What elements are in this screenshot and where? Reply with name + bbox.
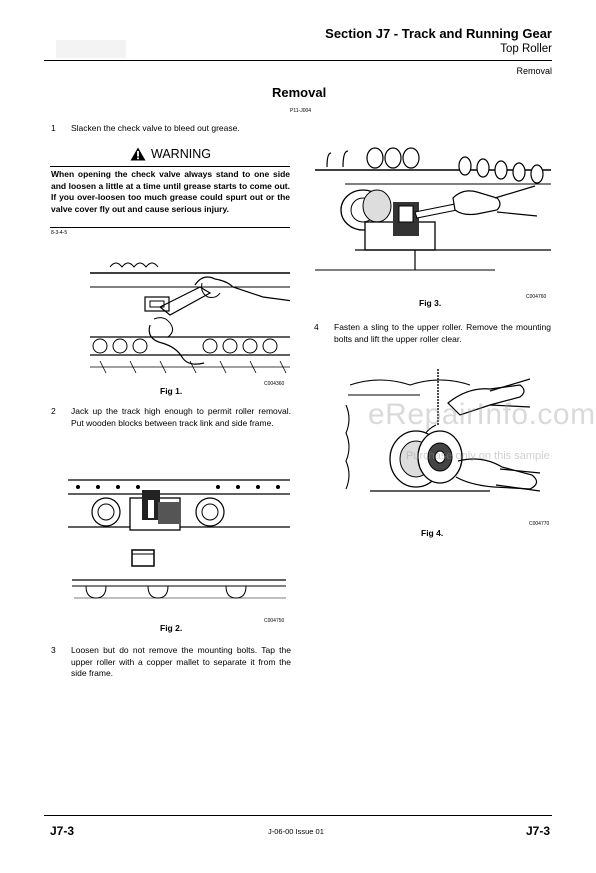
figure-1-illustration — [90, 255, 290, 380]
figure-4-illustration — [340, 365, 550, 515]
footer-page-right: J7-3 — [525, 824, 550, 838]
warning-rule-top — [50, 166, 290, 167]
section-subtitle: Top Roller — [500, 43, 552, 55]
figure-2-illustration — [68, 472, 290, 617]
header-divider — [44, 60, 552, 61]
warning-heading — [130, 147, 211, 161]
figure-2-code: C004750 — [264, 618, 285, 624]
figure-2-caption: Fig 2. — [160, 623, 183, 633]
figure-4-code: C004770 — [529, 521, 550, 527]
step-text: Slacken the check valve to bleed out grease. — [71, 123, 240, 133]
page-heading: Removal — [272, 85, 327, 100]
figure-1-caption: Fig 1. — [160, 386, 183, 396]
step-number: 2 — [51, 406, 56, 416]
header-logo-area — [56, 40, 126, 58]
step-number: 4 — [314, 322, 319, 332]
step-number: 1 — [51, 123, 56, 133]
section-label: Removal — [516, 66, 552, 76]
watermark-subtext: Purchase only on this sample — [406, 450, 550, 462]
footer-page-left: J7-3 — [50, 824, 75, 838]
step-number: 3 — [51, 645, 56, 655]
footer-issue: J-06-00 Issue 01 — [268, 827, 324, 836]
figure-4-caption: Fig 4. — [421, 528, 444, 538]
warning-title: WARNING — [151, 147, 211, 161]
figure-1-code: C004360 — [264, 381, 285, 387]
warning-text: When opening the check valve always stand to one side and loosen a little at a time until grease starts to come out. If you over-loosen too much grease could spurt out or the valve cover fly out and cause serious injury. — [51, 169, 290, 214]
warning-triangle-icon — [130, 147, 146, 161]
figure-3-illustration — [315, 142, 551, 292]
figure-3-code: C004760 — [526, 294, 547, 300]
step-text: Jack up the track high enough to permit roller removal. Put wooden blocks between track link and side frame. — [71, 406, 291, 428]
step-text: Fasten a sling to the upper roller. Remove the mounting bolts and lift the upper roller clear. — [334, 322, 551, 344]
figure-3-caption: Fig 3. — [419, 298, 442, 308]
warning-rule-bottom — [50, 227, 290, 228]
section-title: Section J7 - Track and Running Gear — [325, 26, 552, 41]
footer-divider — [44, 815, 552, 816]
watermark-text: eRepairInfo.com — [368, 398, 596, 431]
step-text: Loosen but do not remove the mounting bolts. Tap the upper roller with a copper mallet to separate it from the side frame. — [71, 645, 291, 678]
reference-code: P11-J004 — [290, 108, 312, 114]
warning-code: 8-3-4-5 — [51, 230, 68, 236]
